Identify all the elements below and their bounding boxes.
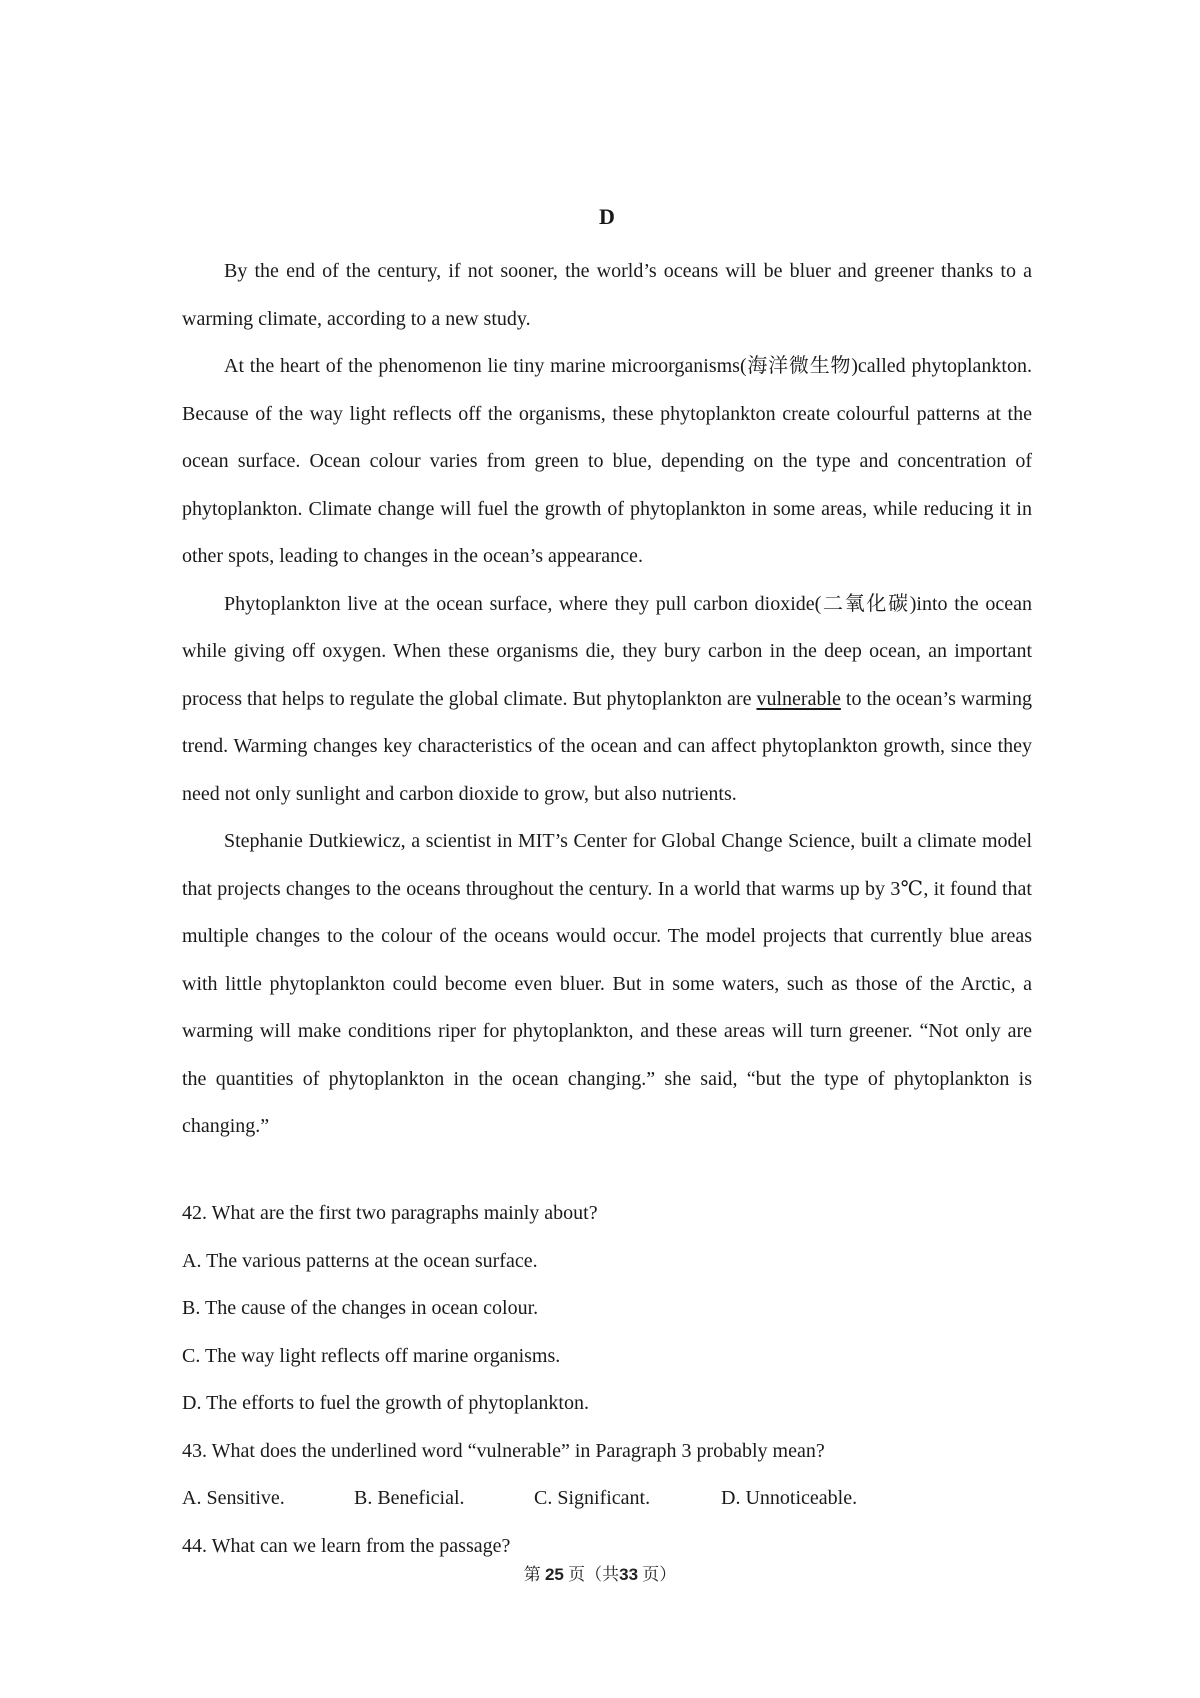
question-44-stem: 44. What can we learn from the passage? [182, 1534, 511, 1557]
question-43-option-b: B. Beneficial. [354, 1487, 465, 1509]
reading-passage [182, 248, 1032, 1151]
passage-paragraph-3 [182, 581, 1032, 819]
footer-middle: 页（共 [568, 1565, 620, 1584]
question-42-stem: 42. What are the first two paragraphs mainly about? [182, 1202, 598, 1224]
total-page-count: 33 [619, 1565, 639, 1584]
question-43-option-a: A. Sensitive. [182, 1487, 285, 1509]
footer-prefix: 第 [523, 1565, 541, 1584]
question-43-options [182, 1475, 1032, 1523]
question-42-option-b: B. The cause of the changes in ocean colour. [182, 1297, 539, 1319]
page-footer [0, 1560, 1200, 1585]
question-43-stem: 43. What does the underlined word “vulnerable” in Paragraph 3 probably mean? [182, 1439, 825, 1462]
current-page-number: 25 [544, 1565, 564, 1584]
question-42-option-a: A. The various patterns at the ocean surface. [182, 1249, 538, 1272]
paragraph-3-text-start: Phytoplankton live at the ocean surface, where they pull carbon dioxide(二氧化碳)into the ocean while giving off oxygen. When these organisms die, they bury carbon in the deep ocean, an important process that helps to regulate the global climate. But phytoplankton are [182, 592, 1032, 710]
question-43-option-c: C. Significant. [534, 1487, 651, 1509]
question-42-option-c: C. The way light reflects off marine organisms. [182, 1344, 561, 1367]
question-42-option-d: D. The efforts to fuel the growth of phytoplankton. [182, 1392, 589, 1414]
passage-paragraph-2: At the heart of the phenomenon lie tiny marine microorganisms(海洋微生物)called phytoplankton. Because of the way light reflects off the organisms, these phytoplankton create colourful patterns at the ocean surface. Ocean colour varies from green to blue, depending on the type and concentration of phytoplankton. Climate change will fuel the growth of phytoplankton in some areas, while reducing it in other spots, leading to changes in the ocean’s appearance. [182, 355, 1032, 567]
exam-page [182, 0, 1032, 1698]
section-title: D [599, 204, 615, 229]
question-43-option-d: D. Unnoticeable. [721, 1487, 858, 1509]
footer-suffix: 页） [642, 1565, 677, 1584]
underlined-word: vulnerable [756, 687, 841, 710]
paragraph-3-text-end: to the ocean’s warming trend. Warming changes key characteristics of the ocean and can affect phytoplankton growth, since they need not only sunlight and carbon dioxide to grow, but also nutrients. [182, 687, 1032, 805]
passage-paragraph-1: By the end of the century, if not sooner, the world’s oceans will be bluer and greener thanks to a warming climate, according to a new study. [182, 260, 1032, 330]
question-list [182, 1190, 1032, 1570]
passage-paragraph-4: Stephanie Dutkiewicz, a scientist in MIT’s Center for Global Change Science, built a climate model that projects changes to the oceans throughout the century. In a world that warms up by 3℃, it found that multiple changes to the colour of the oceans would occur. The model projects that currently blue areas with little phytoplankton could become even bluer. But in some waters, such as those of the Arctic, a warming will make conditions riper for phytoplankton, and these areas will turn greener. “Not only are the quantities of phytoplankton in the ocean changing.” she said, “but the type of phytoplankton is changing.” [182, 830, 1032, 1137]
